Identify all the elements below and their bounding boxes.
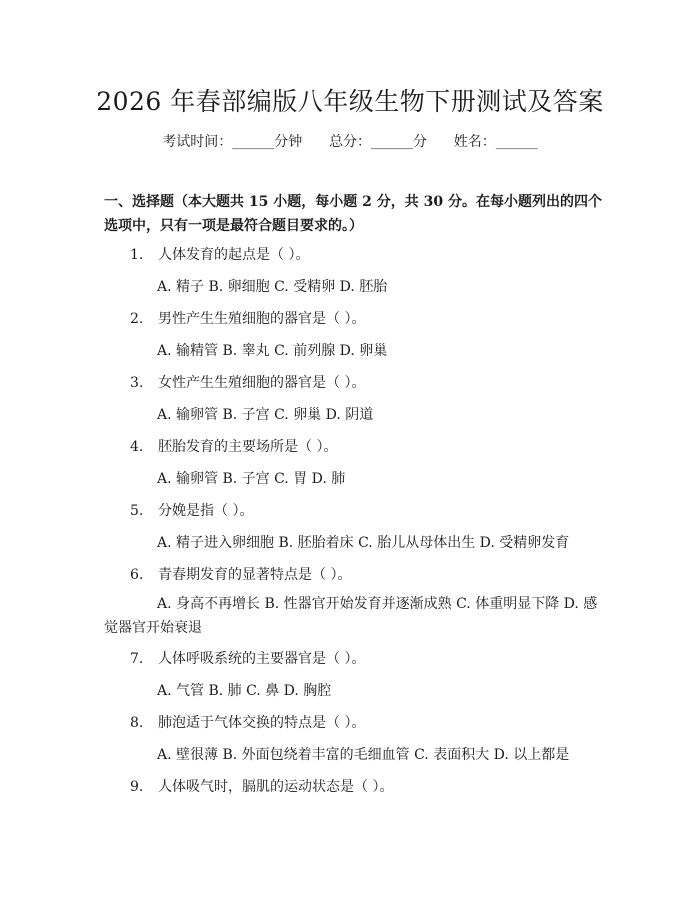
question-stem	[130, 712, 365, 732]
total-score-label: 总分：______分	[329, 134, 427, 150]
question-options: A. 壁很薄 B. 外面包绕着丰富的毛细血管 C. 表面积大 D. 以上都是	[157, 747, 570, 763]
question-text: 青春期发育的显著特点是（ ）。	[158, 567, 352, 583]
question-number: 5.	[130, 503, 144, 519]
question-text: 胚胎发育的主要场所是（ ）。	[158, 439, 338, 455]
question-options: A. 气管 B. 肺 C. 鼻 D. 胸腔	[157, 683, 332, 699]
section-header-choice: 一、选择题（本大题共 15 小题，每小题 2 分，共 30 分。在每小题列出的四个选项中，只有一项是最符合题目要求的。）	[104, 194, 602, 234]
question-text: 女性产生生殖细胞的器官是（ ）。	[158, 375, 366, 391]
question-number: 7.	[130, 651, 144, 667]
question-stem	[130, 648, 365, 668]
exam-meta	[0, 131, 700, 151]
question-options: A. 精子进入卵细胞 B. 胚胎着床 C. 胎儿从母体出生 D. 受精卵发育	[157, 535, 570, 551]
question-stem	[130, 244, 309, 264]
question-number: 2.	[130, 311, 144, 327]
question-text: 人体吸气时，膈肌的运动状态是（ ）。	[158, 779, 394, 795]
question-stem	[130, 776, 393, 796]
question-text: 男性产生生殖细胞的器官是（ ）。	[158, 311, 366, 327]
question-text: 分娩是指（ ）。	[158, 503, 254, 519]
exam-time-label: 考试时间：______分钟	[162, 134, 303, 150]
question-number: 8.	[130, 715, 144, 731]
student-name-label: 姓名：______	[453, 134, 538, 150]
question-number: 4.	[130, 439, 144, 455]
question-stem	[130, 564, 351, 584]
question-stem	[130, 308, 365, 328]
question-options: A. 身高不再增长 B. 性器官开始发育并逐渐成熟 C. 体重明显下降 D. 感觉器官开始衰退	[104, 596, 598, 636]
question-options: A. 输精管 B. 睾丸 C. 前列腺 D. 卵巢	[157, 343, 388, 359]
question-stem	[130, 436, 337, 456]
question-number: 6.	[130, 567, 144, 583]
question-text: 人体呼吸系统的主要器官是（ ）。	[158, 651, 366, 667]
question-stem	[130, 500, 253, 520]
question-stem	[130, 372, 365, 392]
question-options: A. 输卵管 B. 子宫 C. 胃 D. 肺	[157, 471, 346, 487]
question-number: 1.	[130, 247, 144, 263]
question-options: A. 输卵管 B. 子宫 C. 卵巢 D. 阴道	[157, 407, 374, 423]
question-number: 9.	[130, 779, 144, 795]
question-number: 3.	[130, 375, 144, 391]
question-options: A. 精子 B. 卵细胞 C. 受精卵 D. 胚胎	[157, 279, 388, 295]
page-title: 2026 年春部编版八年级生物下册测试及答案	[96, 87, 604, 116]
question-text: 人体发育的起点是（ ）。	[158, 247, 310, 263]
question-text: 肺泡适于气体交换的特点是（ ）。	[158, 715, 366, 731]
